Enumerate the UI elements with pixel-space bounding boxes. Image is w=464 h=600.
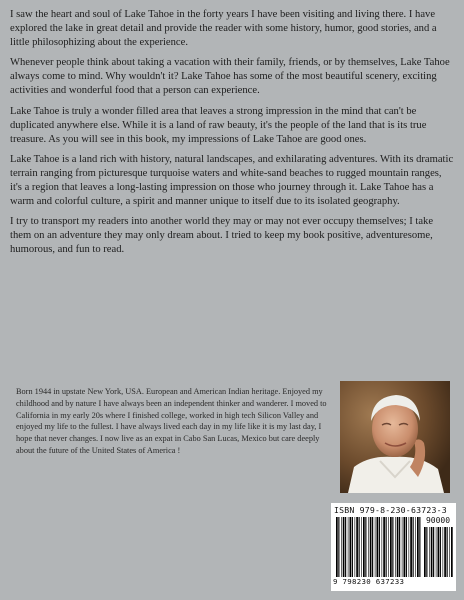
barcode-bar (388, 517, 389, 577)
barcode-bar (392, 517, 393, 577)
barcode-addon-label: 90000 (425, 516, 451, 525)
barcode-bar (370, 517, 372, 577)
barcode-bar (415, 517, 416, 577)
blurb-paragraph-4: Lake Tahoe is a land rich with history, natural landscapes, and exhilarating adventures. With its dramatic terrain ranging from picturesque turquoise waters and white-sand beaches to rugged mountain ranges, it's a region that leaves a long-lasting impression on those who journey through it. Lake Tahoe has a warm and colorful culture, a spirit and manner unique to itself due to its isolated geography. (10, 153, 454, 208)
author-photo (340, 381, 450, 493)
author-bio-text: Born 1944 in upstate New York, USA. European and American Indian heritage. Enjoyed my childhood and by nature I have always been an independent thinker and wanderer. I moved to California in my early 20s where I finished college, worked in high tech Silicon Valley and enjoyed my life to the fullest. I have always lived each day in my life like it is my last day, I hope that never changes. I now live as an expat in Cabo San Lucas, Mexico but care deeply about the future of the United States of America ! (16, 387, 327, 455)
barcode-bar (352, 517, 353, 577)
barcode-bar (361, 517, 362, 577)
barcode-bar (431, 527, 433, 577)
blurb-paragraph-1: I saw the heart and soul of Lake Tahoe in the forty years I have been visiting and living there. I have explored the lake in great detail and provide the reader with some history, humor, good stories, and a little philosophizing about the experience. (10, 9, 437, 49)
barcode-digits: 9 798230 637233 (333, 577, 405, 586)
barcode-bar (348, 517, 349, 577)
barcode-bar (424, 527, 426, 577)
blurb-paragraph-5: I try to transport my readers into another world they may or may not ever occupy themselves; I take them on an adventure they may only dream about. I tried to keep my book positive, adventuresome, humorous, and fun to read. (10, 216, 434, 256)
barcode-bar (451, 527, 453, 577)
barcode-bars (335, 517, 421, 577)
barcode-bar (343, 517, 345, 577)
isbn-barcode (331, 503, 456, 591)
barcode-bar (410, 517, 412, 577)
barcode-bar (372, 517, 373, 577)
barcode-bar (368, 517, 369, 577)
barcode-bar (406, 517, 407, 577)
barcode-bar (377, 517, 379, 577)
barcode-bar (359, 517, 360, 577)
barcode-bar (436, 527, 437, 577)
barcode-bar (363, 517, 365, 577)
barcode-bar (345, 517, 346, 577)
barcode-bar (365, 517, 366, 577)
blurb-paragraph-2: Whenever people think about taking a vacation with their family, friends, or by themselves, Lake Tahoe always come to mind. Why wouldn't it? Lake Tahoe has some of the most beautiful scenery, exciting activities and wonderful food that a person can experience. (10, 57, 450, 97)
barcode-bar (404, 517, 406, 577)
barcode-bar (413, 517, 414, 577)
barcode-bar (447, 527, 448, 577)
barcode-bar (397, 517, 399, 577)
barcode-bar (399, 517, 400, 577)
barcode-bar (426, 527, 427, 577)
blurb-paragraph-3: Lake Tahoe is truly a wonder filled area that leaves a strong impression in the mind that can't be duplicated anywhere else. While it is a land of raw beauty, it's the people of the land that is its true treasure. As you will see in this book, my impressions of Lake Tahoe are good ones. (10, 105, 427, 145)
barcode-bar (395, 517, 396, 577)
cover-blurb (10, 8, 454, 264)
barcode-bar (338, 517, 339, 577)
barcode-bar (417, 517, 419, 577)
barcode-bar (444, 527, 446, 577)
barcode-bar (383, 517, 385, 577)
barcode-bar (375, 517, 376, 577)
barcode-bar (386, 517, 387, 577)
barcode-bar (440, 527, 441, 577)
barcode-bar (390, 517, 392, 577)
barcode-addon-bars (423, 527, 453, 577)
barcode-bar (379, 517, 380, 577)
author-portrait-image (340, 381, 450, 493)
barcode-bar (429, 527, 430, 577)
barcode-bar (336, 517, 338, 577)
barcode-bar (341, 517, 342, 577)
barcode-bar (355, 517, 356, 577)
barcode-bar (449, 527, 450, 577)
barcode-bar (443, 527, 444, 577)
barcode-bar (409, 517, 410, 577)
barcode-bar (402, 517, 403, 577)
barcode-bar (419, 517, 420, 577)
barcode-bar (356, 517, 358, 577)
isbn-label: ISBN 979-8-230-63723-3 (334, 505, 447, 515)
barcode-bar (350, 517, 352, 577)
barcode-bar (382, 517, 383, 577)
author-bio (16, 386, 332, 457)
barcode-bar (433, 527, 434, 577)
barcode-bar (438, 527, 440, 577)
